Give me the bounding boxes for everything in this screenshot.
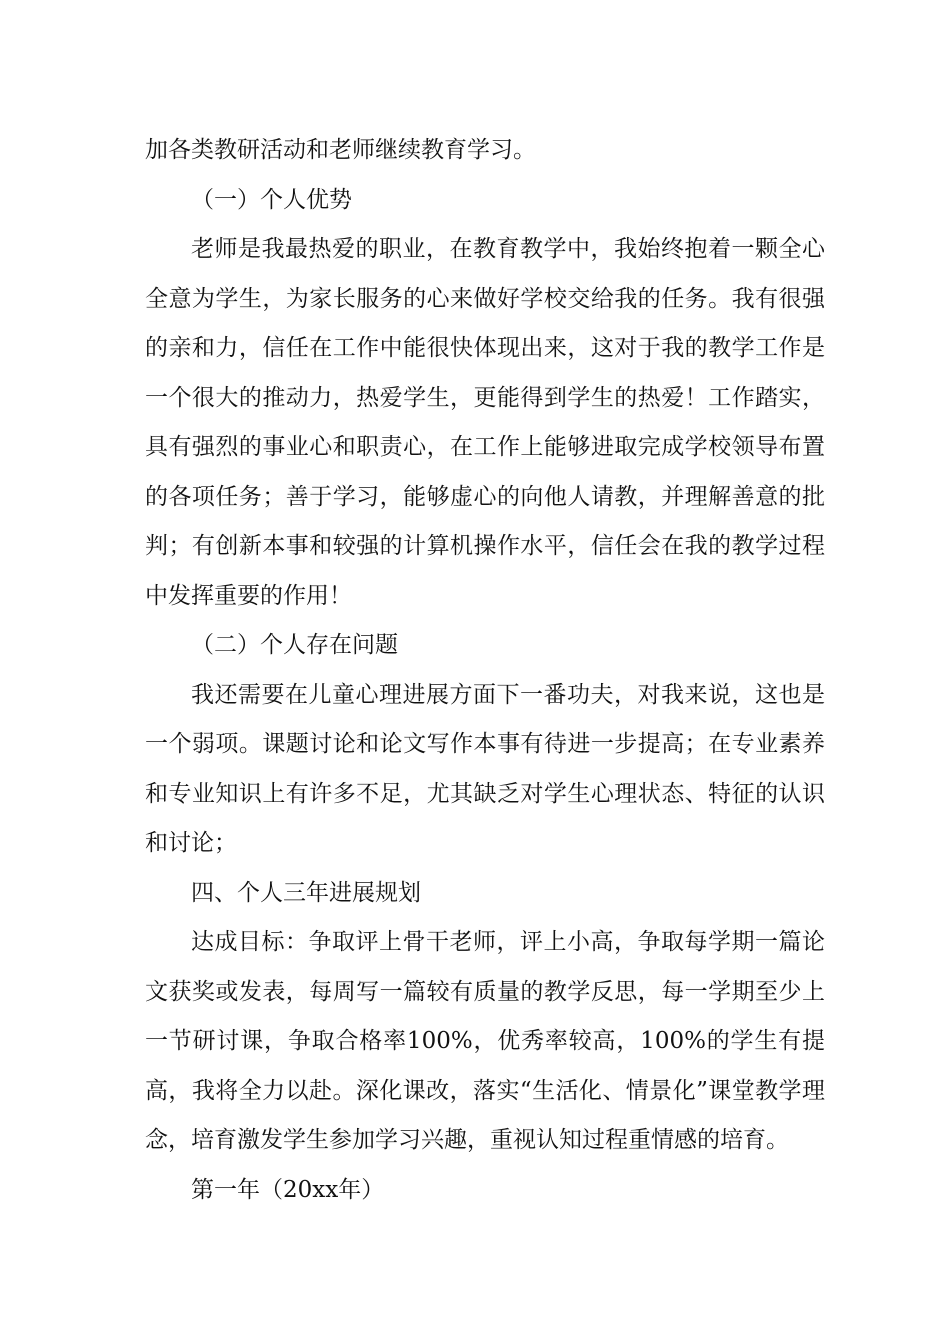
paragraph-personal-problems: 我还需要在儿童心理进展方面下一番功夫，对我来说，这也是一个弱项。课题讨论和论文写作本事有待进一步提高；在专业素养和专业知识上有许多不足，尤其缺乏对学生心理状态、特征的认识和讨论； [145, 681, 825, 856]
paragraph-personal-strengths: 老师是我最热爱的职业，在教育教学中，我始终抱着一颗全心全意为学生，为家长服务的心来做好学校交给我的任务。我有很强的亲和力，信任在工作中能很快体现出来，这对于我的教学工作是一个很大的推动力，热爱学生，更能得到学生的热爱！工作踏实，具有强烈的事业心和职责心，在工作上能够进取完成学校领导布置的各项任务；善于学习，能够虚心的向他人请教，并理解善意的批判；有创新本事和较强的计算机操作水平，信任会在我的教学过程中发挥重要的作用！ [145, 236, 825, 609]
section-heading-three-year-plan: 四、个人三年进展规划 [191, 879, 421, 906]
paragraph-continuation: 加各类教研活动和老师继续教育学习。 [145, 137, 536, 163]
section-heading-first-year: 第一年（20xx年） [191, 1176, 385, 1203]
paragraph-goals: 达成目标：争取评上骨干老师，评上小高，争取每学期一篇论文获奖或发表，每周写一篇较有质量的教学反思，每一学期至少上一节研讨课，争取合格率100%，优秀率较高，100%的学生有提高，我将全力以赴。深化课改，落实“生活化、情景化”课堂教学理念，培育激发学生参加学习兴趣，重视认知过程重情感的培育。 [145, 929, 825, 1153]
document-body [145, 126, 825, 1215]
section-heading-personal-problems: （二）个人存在问题 [191, 632, 398, 658]
section-heading-personal-strengths: （一）个人优势 [191, 186, 352, 213]
